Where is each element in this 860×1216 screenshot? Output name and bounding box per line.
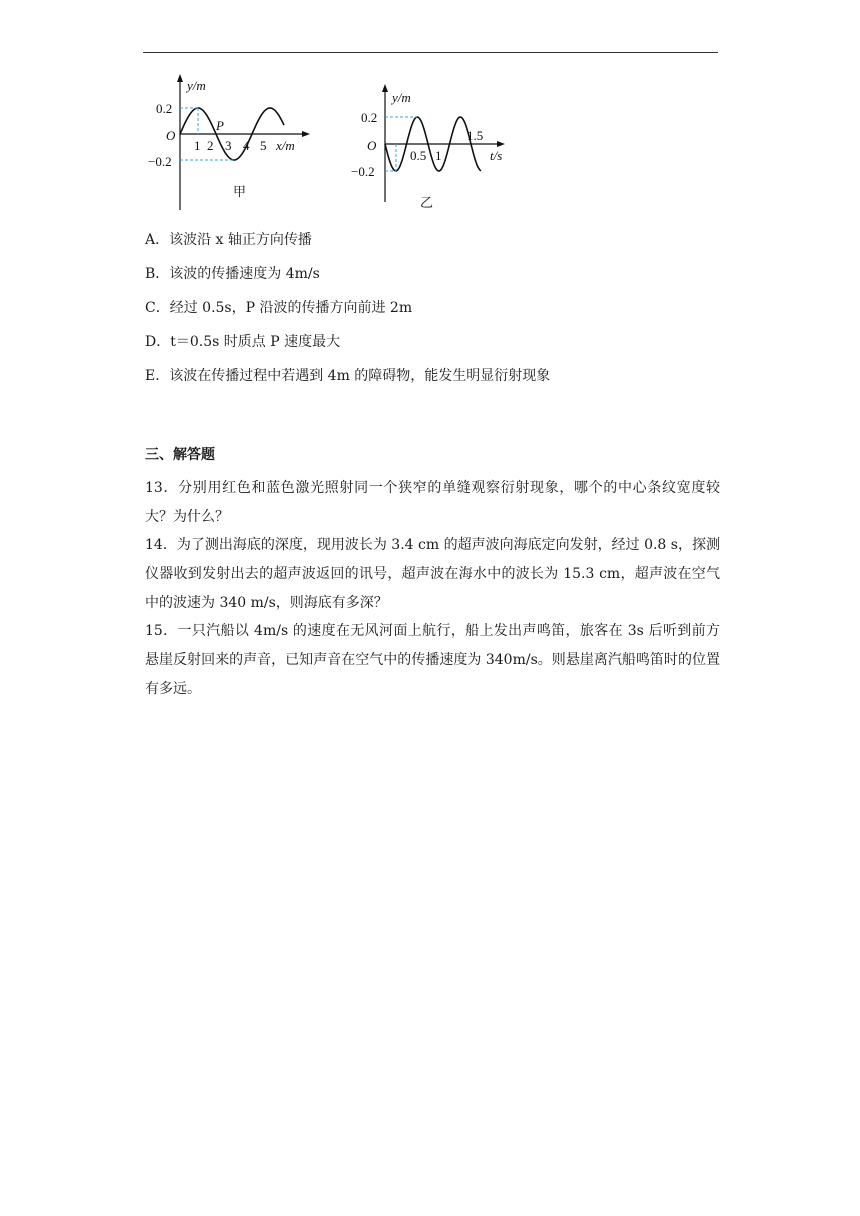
header-rule <box>143 52 718 53</box>
origin-label: O <box>367 138 377 153</box>
y-axis-arrow <box>177 74 183 82</box>
x-axis-arrow <box>497 141 505 147</box>
question-15: 15．一只汽船以 4m/s 的速度在无风河面上航行，船上发出声鸣笛，旅客在 3s 后听到前方悬崖反射回来的声音，已知声音在空气中的传播速度为 340m/s。则悬崖离汽船鸣笛时的位置有多远。 <box>145 623 720 697</box>
figure-jia <box>140 70 320 210</box>
origin-label: O <box>166 128 176 143</box>
x-label: x/m <box>276 138 295 153</box>
x-tick-05: 0.5 <box>410 148 427 163</box>
y-label: y/m <box>187 78 206 93</box>
x-tick-5: 5 <box>260 138 267 153</box>
section-title: 三、解答题 <box>145 447 215 463</box>
caption-yi: 乙 <box>420 195 434 210</box>
tick-neg02: −0.2 <box>351 164 375 179</box>
y-label: y/m <box>392 90 411 105</box>
tick-02: 0.2 <box>156 101 173 116</box>
option-c: C．经过 0.5s，P 沿波的传播方向前进 2m <box>145 300 413 316</box>
figure-yi <box>345 70 525 210</box>
point-p: P <box>216 118 224 133</box>
tick-02: 0.2 <box>361 110 378 125</box>
y-axis-arrow <box>382 84 388 92</box>
option-d: D．t＝0.5s 时质点 P 速度最大 <box>145 334 341 350</box>
question-13: 13．分别用红色和蓝色激光照射同一个狭窄的单缝观察衍射现象，哪个的中心条纹宽度较大？为什么？ <box>145 480 720 525</box>
x-tick-3: 3 <box>225 138 232 153</box>
x-tick-2: 2 <box>207 138 214 153</box>
option-e: E．该波在传播过程中若遇到 4m 的障碍物，能发生明显衍射现象 <box>145 368 551 384</box>
x-tick-1: 1 <box>194 138 201 153</box>
option-a: A．该波沿 x 轴正方向传播 <box>145 232 312 248</box>
x-label: t/s <box>490 148 503 163</box>
figures <box>140 70 540 220</box>
x-tick-15: 1.5 <box>467 128 484 143</box>
caption-jia: 甲 <box>233 184 247 199</box>
x-tick-4: 4 <box>243 138 250 153</box>
tick-neg02: −0.2 <box>148 154 172 169</box>
x-tick-1: 1 <box>435 148 442 163</box>
question-14: 14．为了测出海底的深度，现用波长为 3.4 cm 的超声波向海底定向发射，经过 0.8 s，探测仪器收到发射出去的超声波返回的讯号，超声波在海水中的波长为 15.3 cm，超声波在空气中的波速为 340 m/s，则海底有多深？ <box>145 537 720 611</box>
x-axis-arrow <box>302 131 310 137</box>
option-b: B．该波的传播速度为 4m/s <box>145 266 320 282</box>
